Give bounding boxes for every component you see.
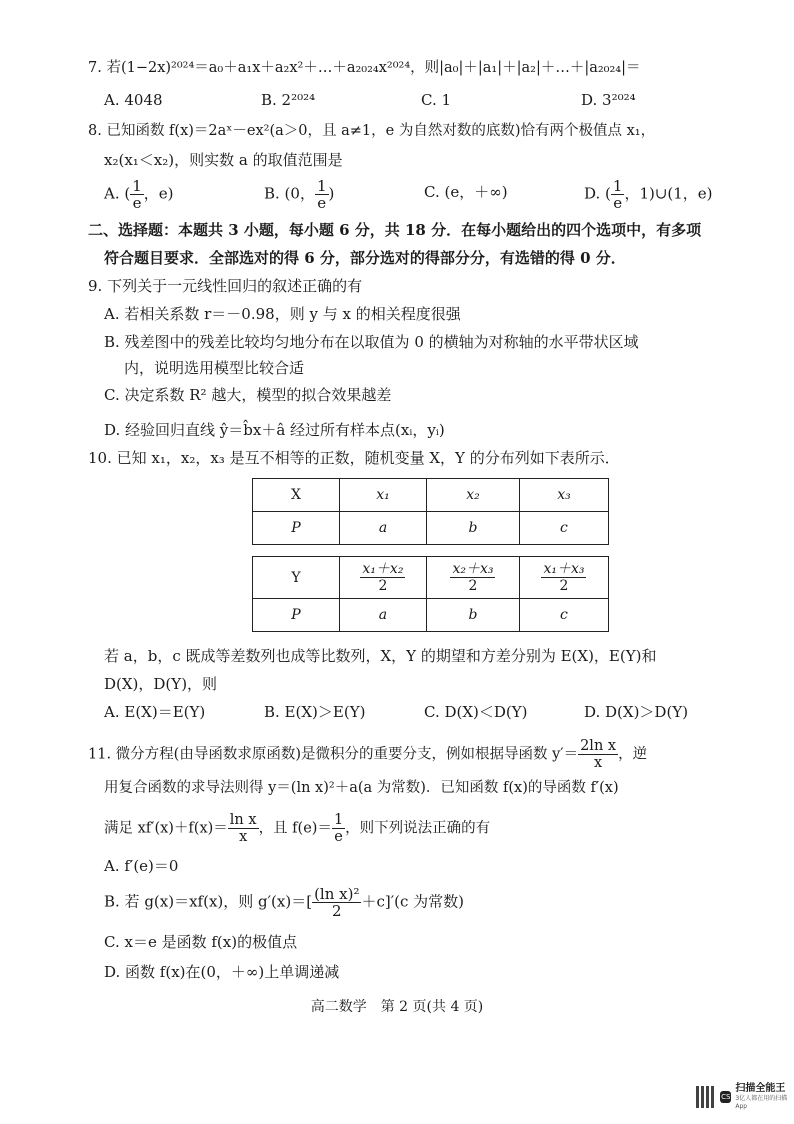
table-cell: a	[339, 599, 426, 632]
table-cell: x₃	[519, 479, 608, 512]
table-distribution-y	[252, 556, 609, 632]
numerator: 1	[132, 177, 142, 195]
q9-option-a: A. 若相关系数 r＝－0.98，则 y 与 x 的相关程度很强	[104, 305, 461, 323]
q8-stem-line2: x₂(x₁＜x₂)，则实数 a 的取值范围是	[104, 151, 343, 169]
numerator: 1	[333, 812, 344, 828]
denominator: e	[334, 829, 343, 845]
q8-option-d	[584, 178, 713, 211]
fraction	[130, 178, 144, 211]
q8-option-d-post: ，1)∪(1，e)	[624, 184, 713, 203]
scanner-watermark	[696, 1083, 794, 1111]
fraction	[360, 561, 405, 594]
fraction	[315, 178, 329, 211]
q8-option-b-post: )	[328, 184, 335, 203]
q11-option-b	[104, 886, 464, 919]
q8-stem-line1: 8. 已知函数 f(x)＝2aˣ－ex²(a＞0，且 a≠1，e 为自然对数的底数)恰有两个极值点 x₁，	[88, 123, 656, 139]
q7-stem: 7. 若(1−2x)²⁰²⁴＝a₀＋a₁x＋a₂x²＋…＋a₂₀₂₄x²⁰²⁴，则|a₀|＋|a₁|＋|a₂|＋…＋|a₂₀₂₄|＝	[88, 60, 641, 76]
numerator: x₁＋x₂	[362, 561, 404, 577]
table-cell: Y	[253, 557, 340, 599]
q11-option-d: D. 函数 f(x)在(0，＋∞)上单调递减	[104, 963, 340, 981]
table-cell	[339, 557, 426, 599]
q9-stem: 9. 下列关于一元线性回归的叙述正确的有	[88, 277, 363, 295]
q7-option-d: D. 3²⁰²⁴	[581, 91, 636, 109]
table-cell	[519, 557, 608, 599]
q11-stem-line2: 用复合函数的求导法则得 y＝(ln x)²＋a(a 为常数)．已知函数 f(x)的导函数 f′(x)	[104, 780, 619, 796]
table-cell: c	[519, 512, 608, 545]
table-cell: a	[339, 512, 426, 545]
numerator: (ln x)²	[314, 885, 360, 903]
q11-stem-line3	[104, 812, 490, 845]
q10-option-c: C. D(X)＜D(Y)	[424, 703, 528, 721]
q8-option-c: C. (e，＋∞)	[424, 183, 508, 201]
table-cell: c	[519, 599, 608, 632]
q11-line1-tail: ，逆	[618, 746, 648, 763]
table-row	[253, 479, 609, 512]
table-row	[253, 599, 609, 632]
q11-option-c: C. x＝e 是函数 f(x)的极值点	[104, 933, 298, 951]
fraction	[611, 178, 625, 211]
q11-stem-line1	[88, 738, 647, 771]
q7-option-a: A. 4048	[104, 91, 163, 109]
fraction	[312, 886, 361, 919]
denominator: e	[317, 194, 327, 212]
denominator: e	[132, 194, 142, 212]
q9-option-b-line1: B. 残差图中的残差比较均匀地分布在以取值为 0 的横轴为对称轴的水平带状区域	[104, 333, 639, 351]
camscanner-logo-icon: CS	[721, 1093, 731, 1101]
q11-line3-text: 满足 xf′(x)＋f(x)＝	[104, 820, 228, 837]
denominator: x	[593, 755, 603, 771]
q11-line1-text: 11. 微分方程(由导函数求原函数)是微积分的重要分支，例如根据导函数 y′＝	[88, 746, 579, 763]
table-cell: b	[427, 512, 520, 545]
q8-option-b-pre: B. (0，	[264, 184, 315, 203]
table-row	[253, 512, 609, 545]
section2-header-line2: 符合题目要求．全部选对的得 6 分，部分选对的得部分分，有选错的得 0 分．	[104, 249, 626, 267]
denominator: e	[613, 194, 623, 212]
table-cell: X	[253, 479, 340, 512]
table-cell: P	[253, 512, 340, 545]
q11-option-b-text: B. 若 g(x)＝xf(x)，则 g′(x)＝[	[104, 892, 313, 911]
table-cell: x₂	[427, 479, 520, 512]
fraction	[332, 812, 345, 845]
denominator: 2	[559, 578, 569, 594]
denominator: 2	[468, 578, 478, 594]
table-row	[253, 557, 609, 599]
fraction	[541, 561, 586, 594]
numerator: 2ln x	[580, 738, 617, 754]
q8-option-a	[104, 178, 174, 211]
table-cell: b	[426, 599, 519, 632]
numerator: 1	[316, 177, 327, 195]
denominator: 2	[331, 902, 342, 920]
q11-option-b-tail: ＋c]′(c 为常数)	[361, 892, 465, 911]
q9-option-b-line2: 内，说明选用模型比较合适	[124, 359, 305, 377]
q10-condition-line1: 若 a，b，c 既成等差数列也成等比数列，X，Y 的期望和方差分别为 E(X)，E(Y)和	[104, 647, 657, 665]
q10-stem: 10. 已知 x₁，x₂，x₃ 是互不相等的正数，随机变量 X，Y 的分布列如下表所示．	[88, 449, 620, 467]
watermark-title: 扫描全能王	[735, 1083, 786, 1094]
q10-option-d: D. D(X)＞D(Y)	[584, 703, 689, 721]
q10-option-b: B. E(X)＞E(Y)	[264, 703, 366, 721]
fraction	[578, 738, 618, 771]
numerator: x₁＋x₃	[543, 561, 585, 577]
table-cell: x₁	[339, 479, 426, 512]
q8-option-b	[264, 178, 334, 211]
fraction	[228, 812, 259, 845]
q9-option-d: D. 经验回归直线 ŷ＝b̂x＋â 经过所有样本点(xᵢ，yᵢ)	[104, 421, 445, 439]
q10-condition-line2: D(X)，D(Y)，则	[104, 675, 218, 693]
denominator: x	[239, 829, 248, 845]
q9-option-c: C. 决定系数 R² 越大，模型的拟合效果越差	[104, 386, 392, 404]
page-footer: 高二数学 第 2 页(共 4 页)	[310, 999, 484, 1015]
fraction	[450, 561, 495, 594]
q8-option-d-pre: D. (	[584, 184, 611, 203]
table-distribution-x	[252, 478, 609, 545]
q11-line3-mid: ，且 f(e)＝	[258, 820, 332, 837]
table-cell: P	[253, 599, 340, 632]
table-cell	[426, 557, 519, 599]
watermark-text	[735, 1083, 794, 1111]
q11-line3-tail: ，则下列说法正确的有	[345, 820, 491, 837]
denominator: 2	[378, 578, 388, 594]
numerator: x₂＋x₃	[452, 561, 494, 577]
section2-header-line1: 二、选择题：本题共 3 小题，每小题 6 分，共 18 分．在每小题给出的四个选项中，有多项	[88, 221, 702, 239]
q8-option-a-pre: A. (	[104, 184, 131, 203]
q11-option-a: A. f′(e)＝0	[104, 857, 179, 875]
q8-option-a-post: ，e)	[143, 184, 174, 203]
qr-code-icon	[696, 1086, 716, 1108]
q7-option-b: B. 2²⁰²⁴	[261, 91, 316, 109]
numerator: ln x	[229, 812, 257, 828]
watermark-subtitle: 3亿人都在用的扫描App	[735, 1095, 788, 1110]
q10-option-a: A. E(X)＝E(Y)	[104, 703, 206, 721]
q7-option-c: C. 1	[421, 91, 452, 109]
numerator: 1	[612, 177, 623, 195]
